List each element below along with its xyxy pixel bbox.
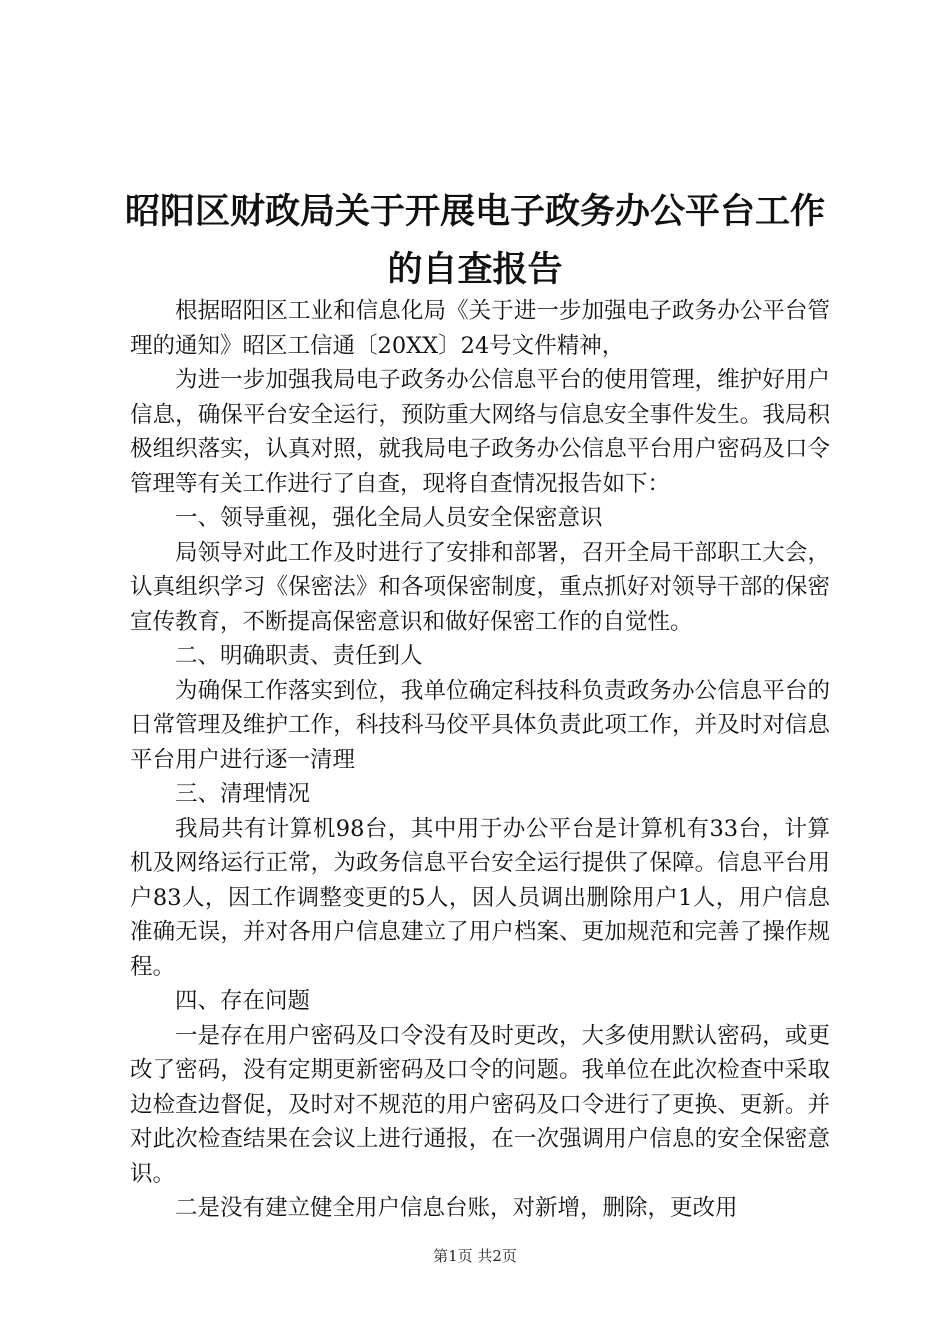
document-title <box>100 183 850 299</box>
title-line-1: 昭阳区财政局关于开展电子政务办公平台工作 <box>124 192 825 233</box>
section-heading-2: 二、明确职责、责任到人 <box>175 643 423 669</box>
document-body <box>130 294 830 1226</box>
paragraph-purpose: 为进一步加强我局电子政务办公信息平台的使用管理，维护好用户信息，确保平台安全运行，预防重大网络与信息安全事件发生。我局积极组织落实，认真对照，就我局电子政务办公信息平台用户密码及口令管理等有关工作进行了自查，现将自查情况报告如下： <box>130 367 830 497</box>
paragraph-problem-2: 二是没有建立健全用户信息台账，对新增，删除，更改用 <box>175 1195 738 1221</box>
paragraph-responsibility: 为确保工作落实到位，我单位确定科技科负责政务办公信息平台的日常管理及维护工作，科技科马佼平具体负责此项工作，并及时对信息平台用户进行逐一清理 <box>130 677 830 773</box>
paragraph-leadership: 局领导对此工作及时进行了安排和部署，召开全局干部职工大会，认真组织学习《保密法》和各项保密制度，重点抓好对领导干部的保密宣传教育，不断提高保密意识和做好保密工作的自觉性。 <box>130 539 830 635</box>
section-heading-1: 一、领导重视，强化全局人员安全保密意识 <box>175 505 603 531</box>
paragraph-problem-1: 一是存在用户密码及口令没有及时更改，大多使用默认密码，或更改了密码，没有定期更新密码及口令的问题。我单位在此次检查中采取边检查边督促，及时对不规范的用户密码及口令进行了更换、更新。并对此次检查结果在会议上进行通报，在一次强调用户信息的安全保密意识。 <box>130 1022 830 1187</box>
page-footer: 第1页 共2页 <box>433 1247 517 1265</box>
section-heading-4: 四、存在问题 <box>175 988 311 1014</box>
section-heading-3: 三、清理情况 <box>175 781 311 807</box>
title-line-2: 的自查报告 <box>387 250 563 291</box>
paragraph-cleanup: 我局共有计算机98台，其中用于办公平台是计算机有33台，计算机及网络运行正常，为政务信息平台安全运行提供了保障。信息平台用户83人，因工作调整变更的5人，因人员调出删除用户1人，用户信息准确无误，并对各用户信息建立了用户档案、更加规范和完善了操作规程。 <box>130 815 830 980</box>
paragraph-intro: 根据昭阳区工业和信息化局《关于进一步加强电子政务办公平台管理的通知》昭区工信通〔20XX〕24号文件精神， <box>130 298 830 359</box>
